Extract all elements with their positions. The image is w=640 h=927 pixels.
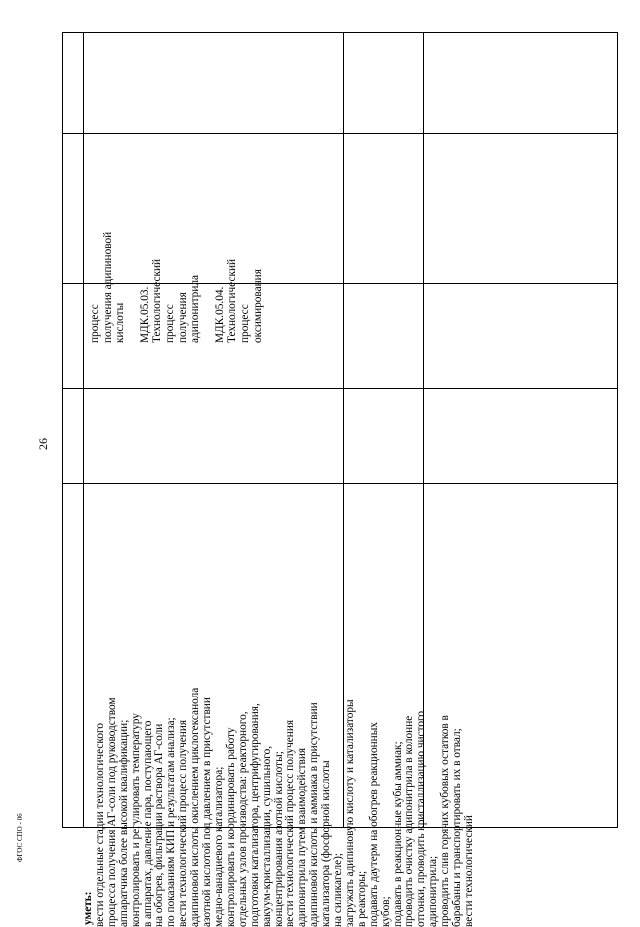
skills-line: адипонитрила путем взаимодействия bbox=[296, 747, 309, 927]
skills-line: на силикагеле); bbox=[332, 852, 345, 927]
module-line: процесс bbox=[238, 304, 251, 343]
module-line: Технологический bbox=[226, 258, 239, 343]
module-line: процесс bbox=[163, 304, 176, 343]
skills-line: контролировать и регулировать температуру bbox=[129, 713, 142, 927]
module-line: оксимирования bbox=[251, 269, 264, 343]
skills-line: вести технологический процесс получения bbox=[284, 719, 297, 927]
skills-line: в аппаратах, давление пара, поступающего bbox=[141, 720, 154, 927]
module-line: Технологический bbox=[151, 258, 164, 343]
table-divider bbox=[63, 388, 617, 389]
skills-line: на обогрев, фильтрации раствора АГ-соли bbox=[153, 723, 166, 927]
skills-line: загружать адипиновую кислоту и катализаторы bbox=[343, 699, 356, 927]
skills-line: процесса получения АГ-соли под руководством bbox=[105, 697, 118, 927]
skills-line: подавать даутерм на обогрев реакционных bbox=[367, 722, 380, 927]
table-divider bbox=[63, 133, 617, 134]
module-spacer bbox=[127, 143, 139, 343]
skills-line: концентрирования азотной кислоты; bbox=[272, 751, 285, 927]
skills-line: отгонки, проводить кристаллизацию чистого bbox=[415, 710, 428, 927]
skills-line: по показаниям КИП и результатам анализа; bbox=[165, 717, 178, 927]
skills-line: кубов; bbox=[379, 896, 392, 927]
skills-line: медно-ванадиевого катализатора; bbox=[212, 766, 225, 927]
skills-line: вакуум-кристаллизации, сушильного, bbox=[260, 745, 273, 927]
skills-heading: уметь: bbox=[82, 891, 94, 925]
table-divider bbox=[63, 483, 617, 484]
module-line: получения bbox=[176, 292, 189, 343]
skills-line: вести технологический bbox=[463, 815, 475, 927]
skills-cell bbox=[82, 487, 523, 927]
skills-line: адипонитрила; bbox=[427, 855, 440, 927]
skills-line: отдельных узлов производства: реакторного, bbox=[236, 711, 249, 927]
module-line: процесс bbox=[89, 304, 101, 343]
module-line: МДК.05.04. bbox=[213, 286, 226, 343]
footer-code: ФГОС СПО - 06 bbox=[16, 813, 24, 862]
module-line: получения адипиновой bbox=[101, 231, 114, 343]
skills-line: азотной кислотой под давлением в присутствии bbox=[201, 697, 214, 927]
skills-line: вести отдельные стадии технологического bbox=[93, 723, 106, 927]
skills-line: барабаны и транспортировать их в отвал; bbox=[451, 728, 464, 927]
skills-line: адипиновой кислоты и аммиака в присутствии bbox=[308, 702, 321, 927]
skills-line: катализатора (фосфорной кислоты bbox=[320, 760, 333, 927]
modules-cell bbox=[89, 143, 289, 343]
module-spacer bbox=[202, 143, 214, 343]
skills-line: в реакторы; bbox=[355, 870, 368, 927]
skills-line: аппаратчика более высокой квалификации; bbox=[117, 719, 130, 927]
module-line: адипонитрила bbox=[189, 274, 202, 343]
skills-line: подготовки катализатора, центрифугирования, bbox=[248, 703, 261, 927]
module-line: кислоты bbox=[114, 302, 127, 343]
skills-line: контролировать и координировать работу bbox=[224, 727, 237, 927]
skills-line: подавать в реакционные кубы аммиак; bbox=[391, 741, 404, 927]
page-number: 26 bbox=[36, 438, 50, 450]
skills-line: проводить слив горячих кубовых остатков в bbox=[439, 715, 452, 927]
module-line: МДК.05.03. bbox=[138, 286, 151, 343]
skills-line: вести технологический процесс получения bbox=[177, 719, 190, 927]
skills-line: проводить очистку адипонитрила в колонне bbox=[403, 715, 416, 927]
modules-text bbox=[89, 143, 273, 343]
skills-text bbox=[82, 487, 475, 927]
competency-table bbox=[62, 32, 618, 927]
skills-line: адипиновой кислоты окислением циклогексанола bbox=[189, 687, 202, 927]
